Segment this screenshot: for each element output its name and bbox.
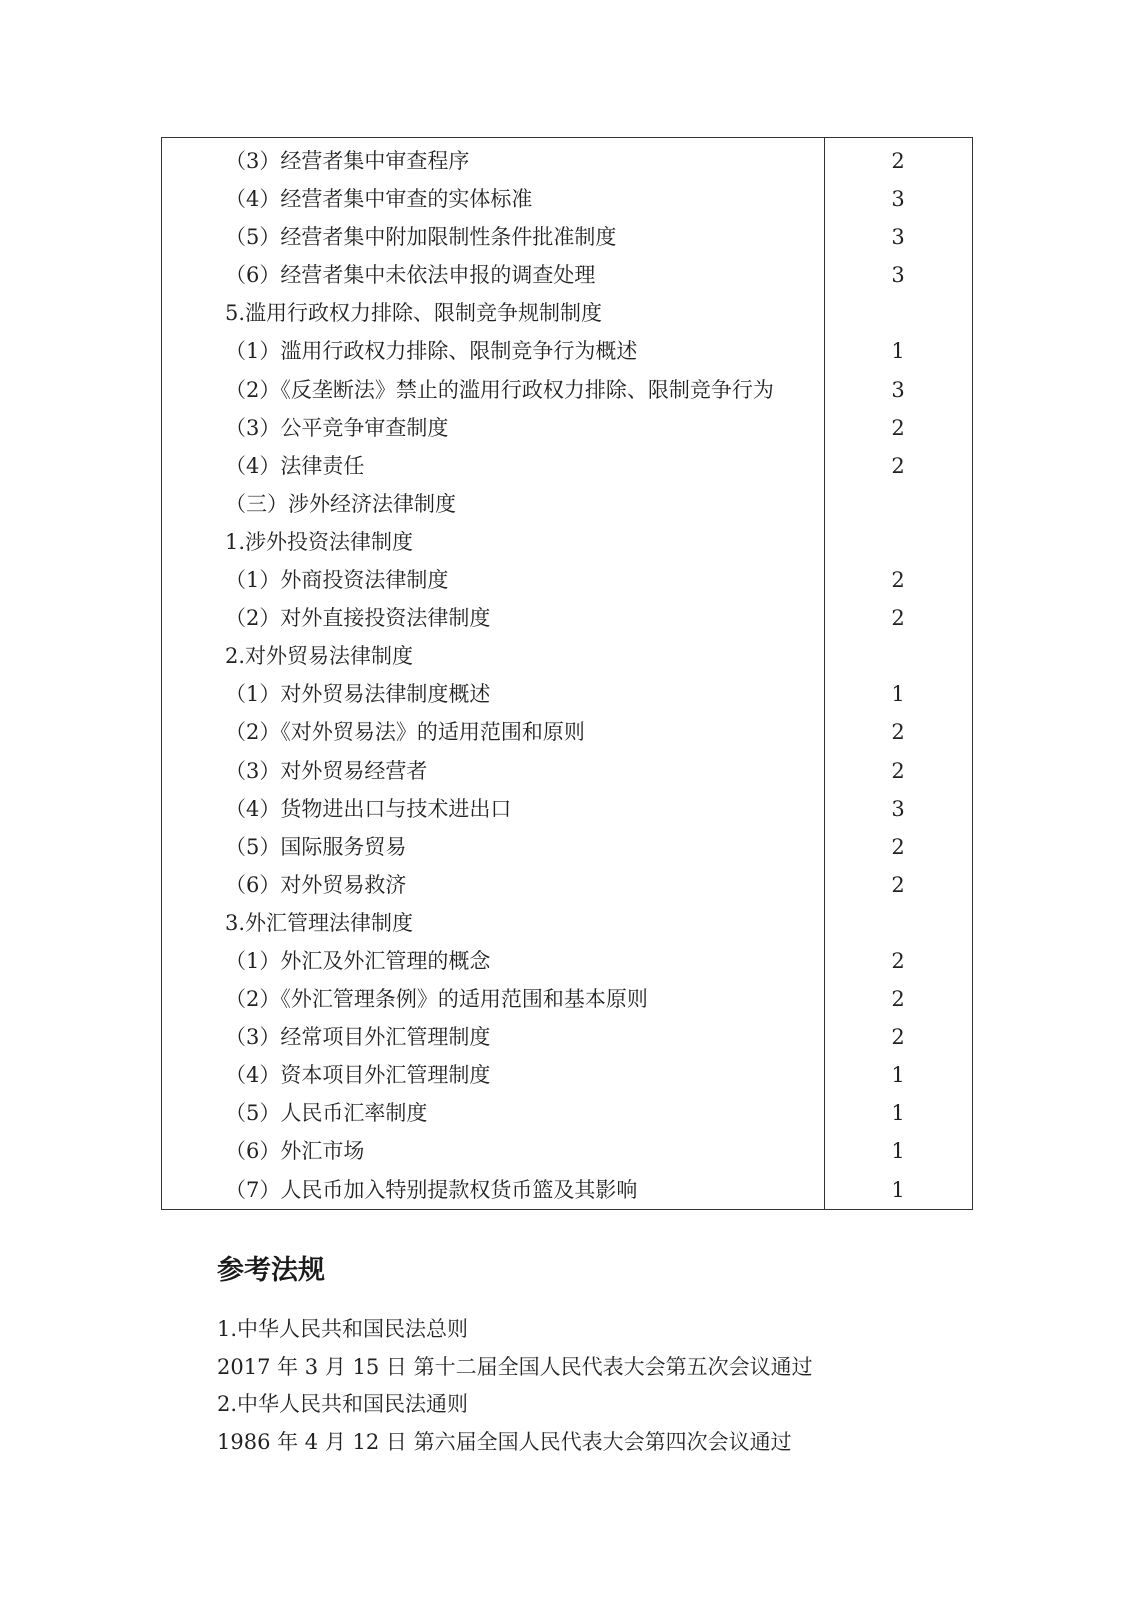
reference-line: 2.中华人民共和国民法通则 [217, 1392, 469, 1416]
row-level: 2 [891, 948, 905, 973]
row-topic: （5）经营者集中附加限制性条件批准制度 [225, 225, 617, 250]
row-topic: （1）外商投资法律制度 [225, 568, 449, 593]
row-level: 2 [891, 568, 905, 593]
references-section [217, 1245, 977, 1461]
row-level: 3 [891, 377, 905, 402]
table-row [162, 1056, 972, 1094]
references-heading: 参考法规 [217, 1255, 325, 1286]
row-topic: （5）国际服务贸易 [225, 834, 407, 859]
row-level: 1 [891, 1177, 905, 1202]
table-row [162, 218, 972, 256]
row-topic: （3）公平竞争审查制度 [225, 415, 449, 440]
table-row [162, 447, 972, 485]
row-topic: （1）外汇及外汇管理的概念 [225, 948, 491, 973]
reference-line: 1986 年 4 月 12 日 第六届全国人民代表大会第四次会议通过 [217, 1429, 792, 1454]
row-topic: （2）《对外贸易法》的适用范围和原则 [225, 720, 585, 745]
table-row [162, 904, 972, 942]
table-row [162, 637, 972, 675]
row-level: 2 [891, 606, 905, 631]
row-topic: （4）资本项目外汇管理制度 [225, 1063, 491, 1088]
row-topic: （3）经常项目外汇管理制度 [225, 1025, 491, 1050]
row-level: 3 [891, 225, 905, 250]
row-topic: （6）外汇市场 [225, 1139, 365, 1164]
row-level: 1 [891, 1063, 905, 1088]
table-row [162, 675, 972, 713]
row-level: 2 [891, 758, 905, 783]
table-row [162, 752, 972, 790]
table-row [162, 256, 972, 294]
row-level: 2 [891, 1025, 905, 1050]
row-level: 2 [891, 872, 905, 897]
table-row [162, 828, 972, 866]
row-level: 2 [891, 415, 905, 440]
table-row [162, 523, 972, 561]
row-level: 1 [891, 1139, 905, 1164]
table-row [162, 1132, 972, 1170]
row-topic: （5）人民币汇率制度 [225, 1101, 428, 1126]
row-topic: 3.外汇管理法律制度 [225, 910, 414, 935]
table-row [162, 409, 972, 447]
row-level: 1 [891, 682, 905, 707]
outline-table [161, 137, 973, 1210]
table-row [162, 561, 972, 599]
row-level: 2 [891, 987, 905, 1012]
table-row [162, 790, 972, 828]
row-topic: （4）货物进出口与技术进出口 [225, 796, 512, 821]
row-topic: 2.对外贸易法律制度 [225, 644, 414, 669]
row-topic: 1.涉外投资法律制度 [225, 529, 414, 554]
row-topic: （2）对外直接投资法律制度 [225, 606, 491, 631]
table-row [162, 599, 972, 637]
row-topic: （6）经营者集中未依法申报的调查处理 [225, 263, 596, 288]
table-row [162, 1018, 972, 1056]
reference-line: 1.中华人民共和国民法总则 [217, 1317, 469, 1341]
reference-line: 2017 年 3 月 15 日 第十二届全国人民代表大会第五次会议通过 [217, 1354, 813, 1379]
row-topic: （2）《外汇管理条例》的适用范围和基本原则 [225, 987, 648, 1012]
row-topic: （3）对外贸易经营者 [225, 758, 428, 783]
table-row [162, 294, 972, 332]
row-topic: （4）经营者集中审查的实体标准 [225, 187, 533, 212]
table-row [162, 332, 972, 370]
table-row [162, 713, 972, 751]
row-topic: （1）滥用行政权力排除、限制竞争行为概述 [225, 339, 638, 364]
table-row [162, 1171, 972, 1209]
row-topic: （7）人民币加入特别提款权货币篮及其影响 [225, 1177, 638, 1202]
row-level: 2 [891, 149, 905, 173]
row-level: 3 [891, 796, 905, 821]
row-topic: （三）涉外经济法律制度 [225, 491, 456, 516]
outline-rows [162, 142, 972, 1209]
table-row [162, 371, 972, 409]
row-topic: （3）经营者集中审查程序 [225, 149, 470, 173]
table-row [162, 1094, 972, 1132]
row-topic: （1）对外贸易法律制度概述 [225, 682, 491, 707]
row-level: 2 [891, 453, 905, 478]
row-level: 3 [891, 263, 905, 288]
table-row [162, 180, 972, 218]
row-level: 2 [891, 834, 905, 859]
row-topic: （4）法律责任 [225, 453, 365, 478]
table-row [162, 485, 972, 523]
row-level: 1 [891, 1101, 905, 1126]
row-level: 1 [891, 339, 905, 364]
row-topic: （2）《反垄断法》禁止的滥用行政权力排除、限制竞争行为 [225, 377, 774, 402]
row-topic: （6）对外贸易救济 [225, 872, 407, 897]
row-level: 2 [891, 720, 905, 745]
table-row [162, 866, 972, 904]
row-topic: 5.滥用行政权力排除、限制竞争规制制度 [225, 301, 603, 326]
table-row [162, 980, 972, 1018]
table-row [162, 942, 972, 980]
table-row [162, 142, 972, 180]
row-level: 3 [891, 187, 905, 212]
